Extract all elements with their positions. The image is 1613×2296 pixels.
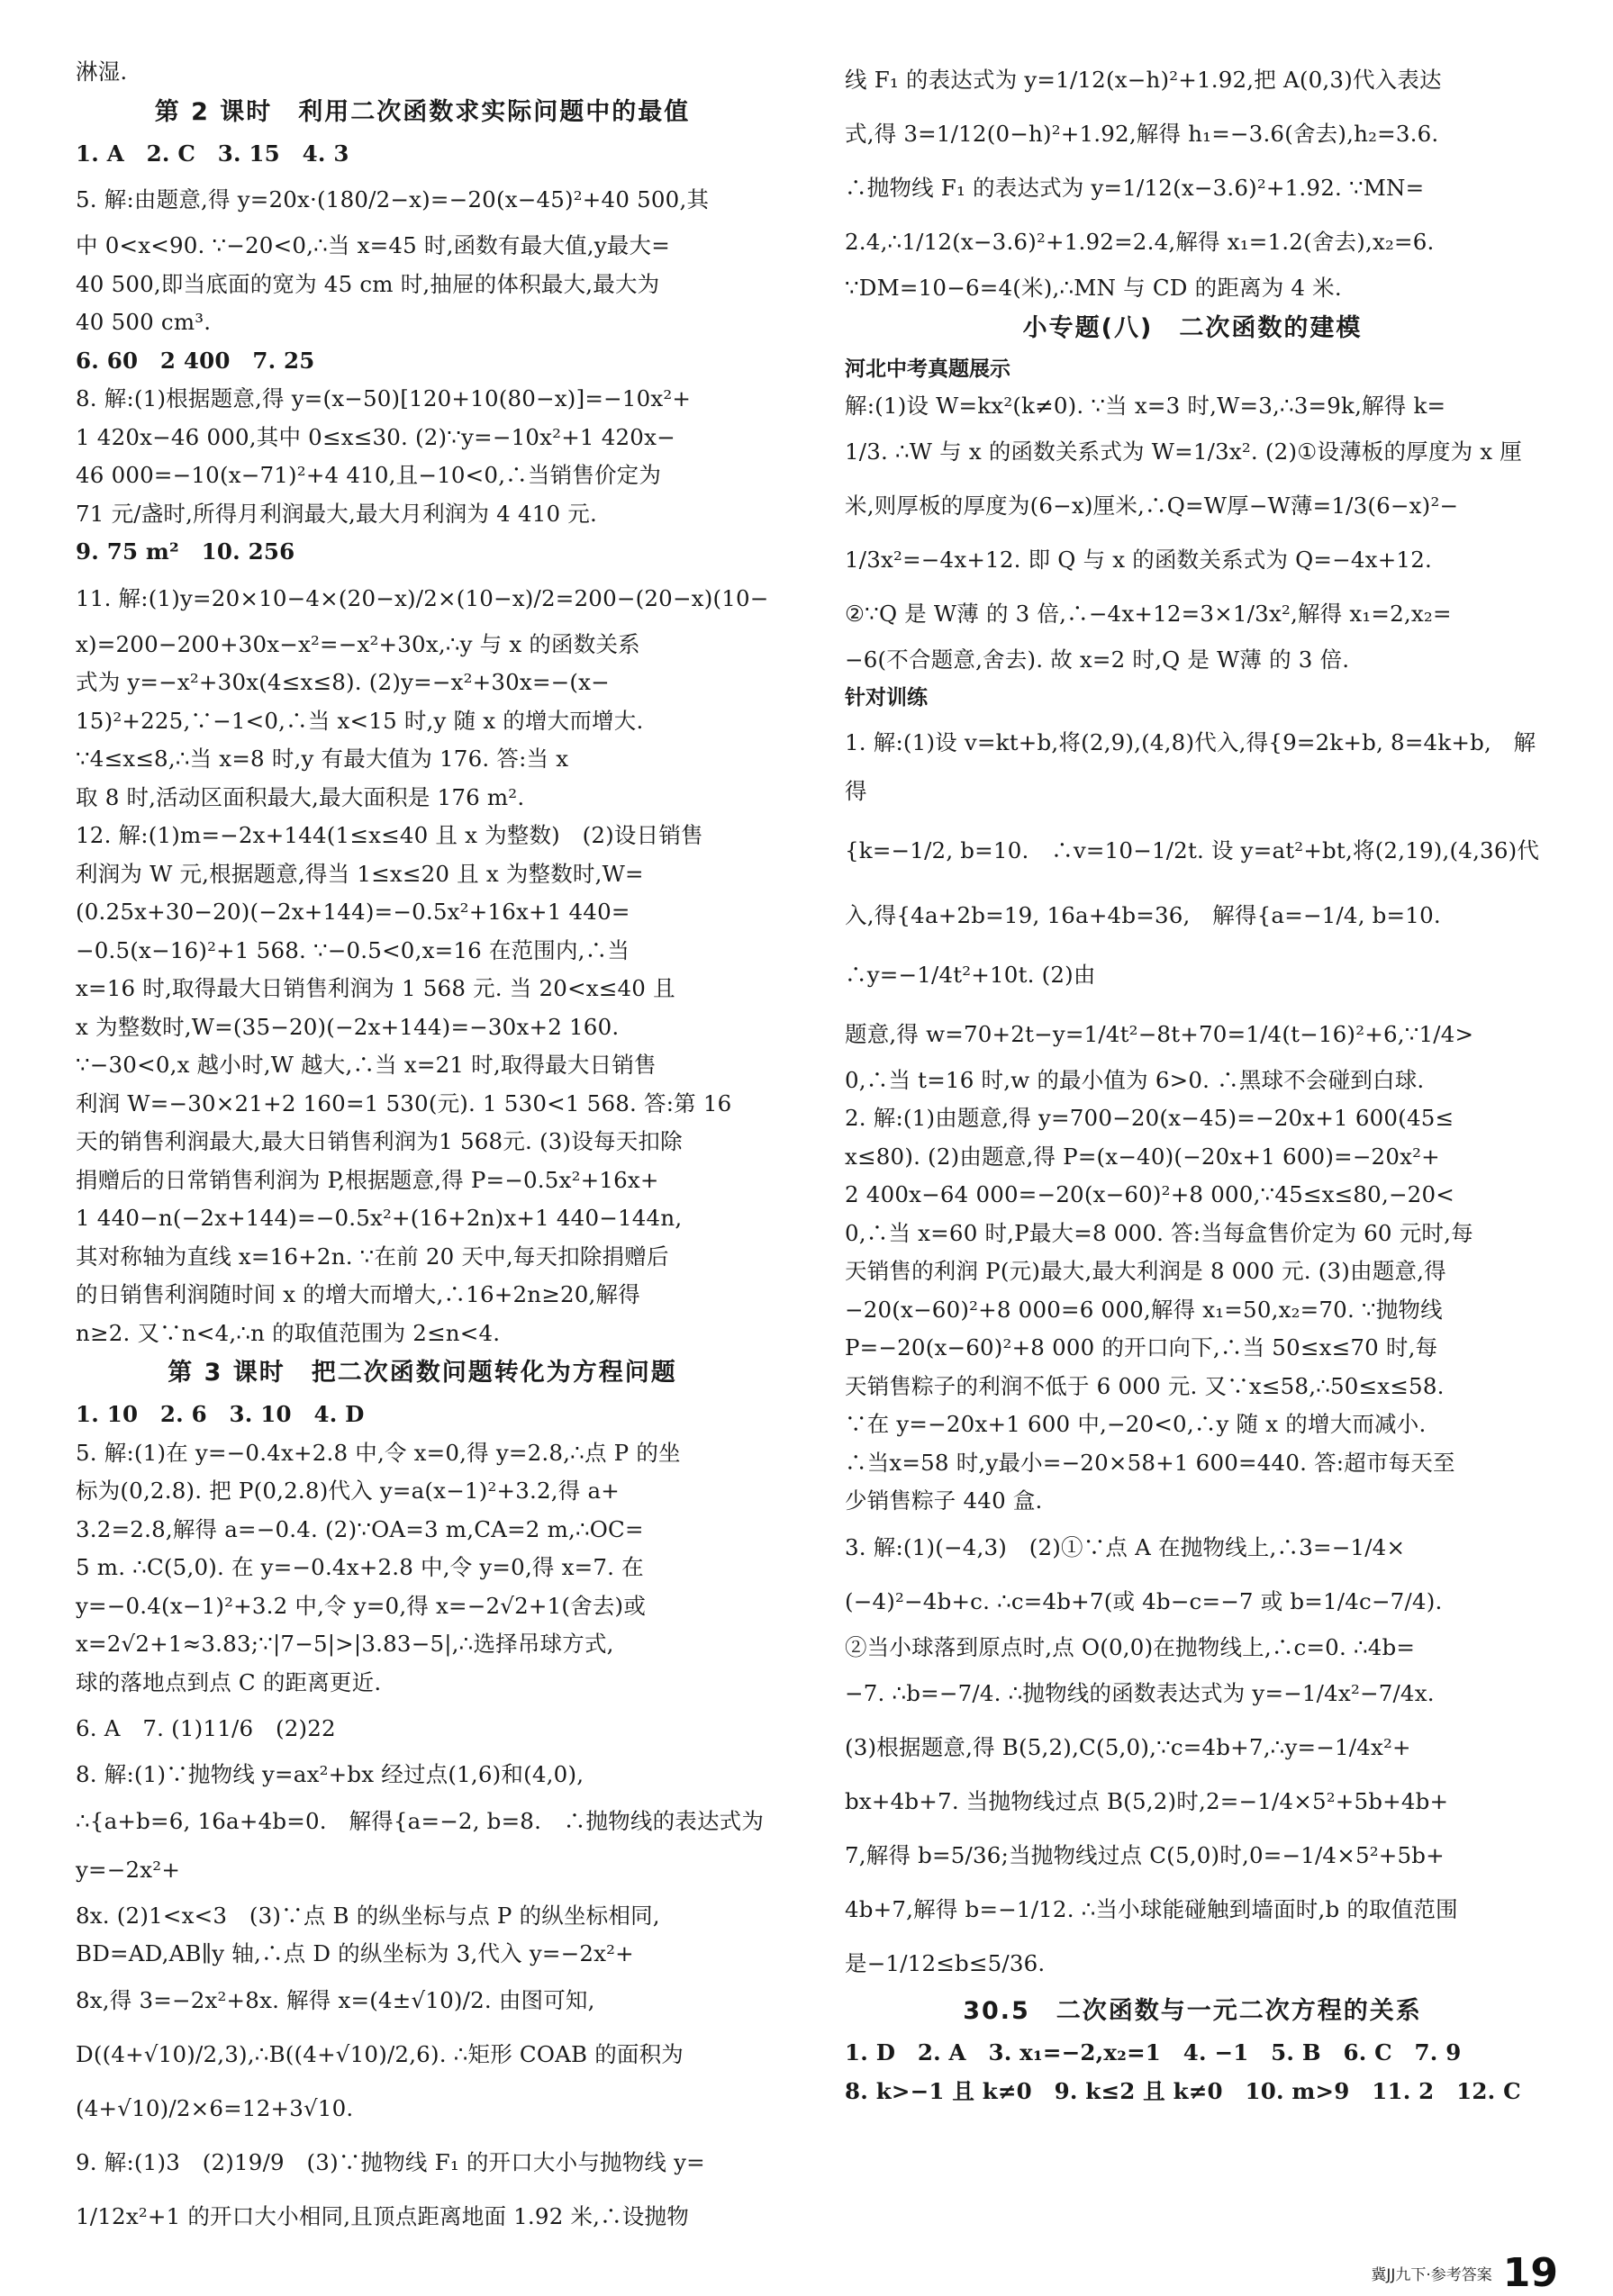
answer-line: 11. 解:(1)y=20×10−4×(20−x)/2×(10−x)/2=200−(20−x)(10− xyxy=(76,584,769,611)
answer-line: x=16 时,取得最大日销售利润为 1 568 元. 当 20<x≤40 且 xyxy=(76,975,675,1001)
answer-line: ∵−30<0,x 越小时,W 越大,∴当 x=21 时,取得最大日销售 xyxy=(76,1052,657,1078)
answer-line: 8x. (2)1<x<3 (3)∵点 B 的纵坐标与点 P 的纵坐标相同, xyxy=(76,1902,660,1929)
answer-line: 3.2=2.8,解得 a=−0.4. (2)∵OA=3 m,CA=2 m,∴OC= xyxy=(76,1515,644,1542)
answer-line: −20(x−60)²+8 000=6 000,解得 x₁=50,x₂=70. ∵抛物线 xyxy=(845,1296,1443,1323)
section-heading: 第 3 课时 把二次函数问题转化为方程问题 xyxy=(168,1359,677,1387)
answer-line: 2 400x−64 000=−20(x−60)²+8 000,∵45≤x≤80,−20< xyxy=(845,1181,1454,1207)
answer-line: 天的销售利润最大,最大日销售利润为1 568元. (3)设每天扣除 xyxy=(76,1128,683,1154)
answer-line: x)=200−200+30x−x²=−x²+30x,∴y 与 x 的函数关系 xyxy=(76,630,640,657)
answer-line: 少销售粽子 440 盒. xyxy=(845,1487,1043,1514)
answer-line: 的日销售利润随时间 x 的增大而增大,∴16+2n≥20,解得 xyxy=(76,1281,640,1307)
answer-line: 1. 10 2. 6 3. 10 4. D xyxy=(76,1401,365,1427)
answer-line: 1 440−n(−2x+144)=−0.5x²+(16+2n)x+1 440−144n, xyxy=(76,1205,683,1231)
page-footer xyxy=(1288,2251,1558,2294)
answer-line: y=−0.4(x−1)²+3.2 中,令 y=0,得 x=−2√2+1(舍去)或 xyxy=(76,1592,647,1619)
answer-line: 1. 解:(1)设 v=kt+b,将(2,9),(4,8)代入,得{9=2k+b, 8=4k+b, 解得 xyxy=(845,728,1536,804)
answer-line: 9. 解:(1)3 (2)19/9 (3)∵抛物线 F₁ 的开口大小与抛物线 y= xyxy=(76,2148,705,2175)
answer-line: 8x,得 3=−2x²+8x. 解得 x=(4±√10)/2. 由图可知, xyxy=(76,1986,595,2013)
answer-line: 1 420x−46 000,其中 0≤x≤30. (2)∵y=−10x²+1 420x− xyxy=(76,423,675,450)
answer-line: 入,得{4a+2b=19, 16a+4b=36, 解得{a=−1/4, b=10. ∴y=−1/4t²+10t. (2)由 xyxy=(845,901,1463,988)
answer-line: P=−20(x−60)²+8 000 的开口向下,∴当 50≤x≤70 时,每 xyxy=(845,1334,1438,1360)
answer-line: 3. 解:(1)(−4,3) (2)①∵点 A 在抛物线上,∴3=−1/4× xyxy=(845,1533,1406,1560)
answer-line: 捐赠后的日常销售利润为 P,根据题意,得 P=−0.5x²+16x+ xyxy=(76,1166,659,1193)
answer-line: 其对称轴为直线 x=16+2n. ∵在前 20 天中,每天扣除捐赠后 xyxy=(76,1243,669,1270)
answer-line: 5 m. ∴C(5,0). 在 y=−0.4x+2.8 中,令 y=0,得 x=7. 在 xyxy=(76,1554,644,1580)
section-heading: 小专题(八) 二次函数的建模 xyxy=(1022,313,1363,342)
answer-line: ∵4≤x≤8,∴当 x=8 时,y 有最大值为 176. 答:当 x xyxy=(76,746,569,772)
answer-line: (−4)²−4b+c. ∴c=4b+7(或 4b−c=−7 或 b=1/4c−7/4). xyxy=(845,1587,1443,1614)
answer-line: 7,解得 b=5/36;当抛物线过点 C(5,0)时,0=−1/4×5²+5b+ xyxy=(845,1842,1445,1868)
answer-line: {k=−1/2, b=10. ∴v=10−1/2t. 设 y=at²+bt,将(2,19),(4,36)代 xyxy=(845,836,1540,863)
answer-line: x 为整数时,W=(35−20)(−2x+144)=−30x+2 160. xyxy=(76,1013,620,1040)
answer-line: 40 500,即当底面的宽为 45 cm 时,抽屉的体积最大,最大为 xyxy=(76,270,660,297)
answer-line: 6. 60 2 400 7. 25 xyxy=(76,347,315,374)
answer-line: 9. 75 m² 10. 256 xyxy=(76,538,295,565)
answer-line: 米,则厚板的厚度为(6−x)厘米,∴Q=W厚−W薄=1/3(6−x)²− xyxy=(845,493,1459,519)
answer-line: 8. 解:(1)∵抛物线 y=ax²+bx 经过点(1,6)和(4,0), xyxy=(76,1761,584,1787)
answer-line: 15)²+225,∵−1<0,∴当 x<15 时,y 随 x 的增大而增大. xyxy=(76,707,644,734)
answer-line: 5. 解:(1)在 y=−0.4x+2.8 中,令 x=0,得 y=2.8,∴点 P 的坐 xyxy=(76,1439,681,1466)
answer-line: 1. A 2. C 3. 15 4. 3 xyxy=(76,140,349,167)
answer-line: 题意,得 w=70+2t−y=1/4t²−8t+70=1/4(t−16)²+6,∵1/4> xyxy=(845,1020,1474,1047)
answer-line: bx+4b+7. 当抛物线过点 B(5,2)时,2=−1/4×5²+5b+4b+ xyxy=(845,1788,1449,1814)
answer-line: (3)根据题意,得 B(5,2),C(5,0),∵c=4b+7,∴y=−1/4x²+ xyxy=(845,1734,1411,1760)
answer-line: 式,得 3=1/12(0−h)²+1.92,解得 h₁=−3.6(舍去),h₂=3.6. xyxy=(845,121,1439,147)
answer-line: D((4+√10)/2,3),∴B((4+√10)/2,6). ∴矩形 COAB 的面积为 xyxy=(76,2040,684,2067)
answer-line: −6(不合题意,舍去). 故 x=2 时,Q 是 W薄 的 3 倍. xyxy=(845,646,1350,673)
answer-line: 0,∴当 x=60 时,P最大=8 000. 答:当每盒售价定为 60 元时,每 xyxy=(845,1219,1473,1246)
answer-line: 1/3. ∴W 与 x 的函数关系式为 W=1/3x². (2)①设薄板的厚度为 x 厘 xyxy=(845,438,1522,465)
sub-heading: 针对训练 xyxy=(845,685,928,710)
answer-line: 1/12x²+1 的开口大小相同,且顶点距离地面 1.92 米,∴设抛物 xyxy=(76,2202,689,2229)
answer-line: ∴{a+b=6, 16a+4b=0. 解得{a=−2, b=8. ∴抛物线的表达式为 y=−2x²+ xyxy=(76,1807,772,1883)
right-column xyxy=(845,56,1540,2113)
answer-line: 8. 解:(1)根据题意,得 y=(x−50)[120+10(80−x)]=−10x²+ xyxy=(76,385,692,411)
answer-line: 淋湿. xyxy=(76,59,128,85)
answer-line: 球的落地点到点 C 的距离更近. xyxy=(76,1668,382,1695)
answer-line: ②∵Q 是 W薄 的 3 倍,∴−4x+12=3×1/3x²,解得 x₁=2,x₂= xyxy=(845,601,1452,627)
answer-line: 1/3x²=−4x+12. 即 Q 与 x 的函数关系式为 Q=−4x+12. xyxy=(845,547,1432,573)
answer-line: 式为 y=−x²+30x(4≤x≤8). (2)y=−x²+30x=−(x− xyxy=(76,669,610,695)
answer-line: ∴当x=58 时,y最小=−20×58+1 600=440. 答:超市每天至 xyxy=(845,1449,1455,1476)
answer-line: (0.25x+30−20)(−2x+144)=−0.5x²+16x+1 440= xyxy=(76,899,630,925)
answer-line: 线 F₁ 的表达式为 y=1/12(x−h)²+1.92,把 A(0,3)代入表达 xyxy=(845,67,1442,93)
answer-line: 解:(1)设 W=kx²(k≠0). ∵当 x=3 时,W=3,∴3=9k,解得 k= xyxy=(845,392,1446,419)
section-heading: 第 2 课时 利用二次函数求实际问题中的最值 xyxy=(154,97,691,126)
footer-book-label: 冀JJ九下·参考答案 xyxy=(1371,2265,1492,2284)
answer-line: BD=AD,AB∥y 轴,∴点 D 的纵坐标为 3,代入 y=−2x²+ xyxy=(76,1940,634,1966)
answer-line: 是−1/12≤b≤5/36. xyxy=(845,1950,1046,1976)
answer-line: ∵在 y=−20x+1 600 中,−20<0,∴y 随 x 的增大而减小. xyxy=(845,1411,1427,1437)
answer-line: 2. 解:(1)由题意,得 y=700−20(x−45)=−20x+1 600(45≤ xyxy=(845,1105,1454,1131)
answer-line: 1. D 2. A 3. x₁=−2,x₂=1 4. −1 5. B 6. C 7. 9 xyxy=(845,2039,1462,2065)
answer-line: −7. ∴b=−7/4. ∴抛物线的函数表达式为 y=−1/4x²−7/4x. xyxy=(845,1680,1435,1706)
section-heading: 30.5 二次函数与一元二次方程的关系 xyxy=(963,1997,1422,2025)
answer-line: 71 元/盏时,所得月利润最大,最大月利润为 4 410 元. xyxy=(76,500,597,527)
answer-line: 46 000=−10(x−71)²+4 410,且−10<0,∴当销售价定为 xyxy=(76,462,662,488)
answer-line: 4b+7,解得 b=−1/12. ∴当小球能碰触到墙面时,b 的取值范围 xyxy=(845,1896,1458,1922)
answer-line: 5. 解:由题意,得 y=20x·(180/2−x)=−20(x−45)²+40 500,其 xyxy=(76,186,710,212)
answer-line: x=2√2+1≈3.83;∵|7−5|>|3.83−5|,∴选择吊球方式, xyxy=(76,1631,614,1657)
answer-line: ∴抛物线 F₁ 的表达式为 y=1/12(x−3.6)²+1.92. ∵MN= xyxy=(845,175,1425,201)
answer-line: 标为(0,2.8). 把 P(0,2.8)代入 y=a(x−1)²+3.2,得 a+ xyxy=(76,1478,620,1504)
answer-line: 6. A 7. (1)11/6 (2)22 xyxy=(76,1715,336,1741)
answer-line: ②当小球落到原点时,点 O(0,0)在抛物线上,∴c=0. ∴4b= xyxy=(845,1633,1416,1660)
answer-line: 8. k>−1 且 k≠0 9. k≤2 且 k≠0 10. m>9 11. 2 12. C xyxy=(845,2077,1521,2104)
left-column xyxy=(76,56,772,2246)
answer-line: 12. 解:(1)m=−2x+144(1≤x≤40 且 x 为整数) (2)设日销售 xyxy=(76,822,703,848)
answer-line: 利润为 W 元,根据题意,得当 1≤x≤20 且 x 为整数时,W= xyxy=(76,860,644,887)
answer-line: x≤80). (2)由题意,得 P=(x−40)(−20x+1 600)=−20x²+ xyxy=(845,1143,1440,1170)
answer-line: ∵DM=10−6=4(米),∴MN 与 CD 的距离为 4 米. xyxy=(845,275,1342,301)
answer-line: 40 500 cm³. xyxy=(76,309,212,335)
answer-line: 天销售粽子的利润不低于 6 000 元. 又∵x≤58,∴50≤x≤58. xyxy=(845,1372,1445,1399)
answer-line: 中 0<x<90. ∵−20<0,∴当 x=45 时,函数有最大值,y最大= xyxy=(76,232,670,258)
answer-line: 取 8 时,活动区面积最大,最大面积是 176 m². xyxy=(76,783,525,810)
answer-line: −0.5(x−16)²+1 568. ∵−0.5<0,x=16 在范围内,∴当 xyxy=(76,936,630,963)
answer-line: (4+√10)/2×6=12+3√10. xyxy=(76,2094,354,2121)
answer-line: 2.4,∴1/12(x−3.6)²+1.92=2.4,解得 x₁=1.2(舍去),x₂=6. xyxy=(845,229,1435,255)
answer-line: 利润 W=−30×21+2 160=1 530(元). 1 530<1 568. 答:第 16 xyxy=(76,1089,732,1116)
sub-heading: 河北中考真题展示 xyxy=(845,357,1010,381)
page-number: 19 xyxy=(1502,2249,1558,2296)
answer-line: 0,∴当 t=16 时,w 的最小值为 6>0. ∴黑球不会碰到白球. xyxy=(845,1066,1425,1093)
answer-line: 天销售的利润 P(元)最大,最大利润是 8 000 元. (3)由题意,得 xyxy=(845,1258,1446,1284)
answer-line: n≥2. 又∵n<4,∴n 的取值范围为 2≤n<4. xyxy=(76,1319,501,1346)
